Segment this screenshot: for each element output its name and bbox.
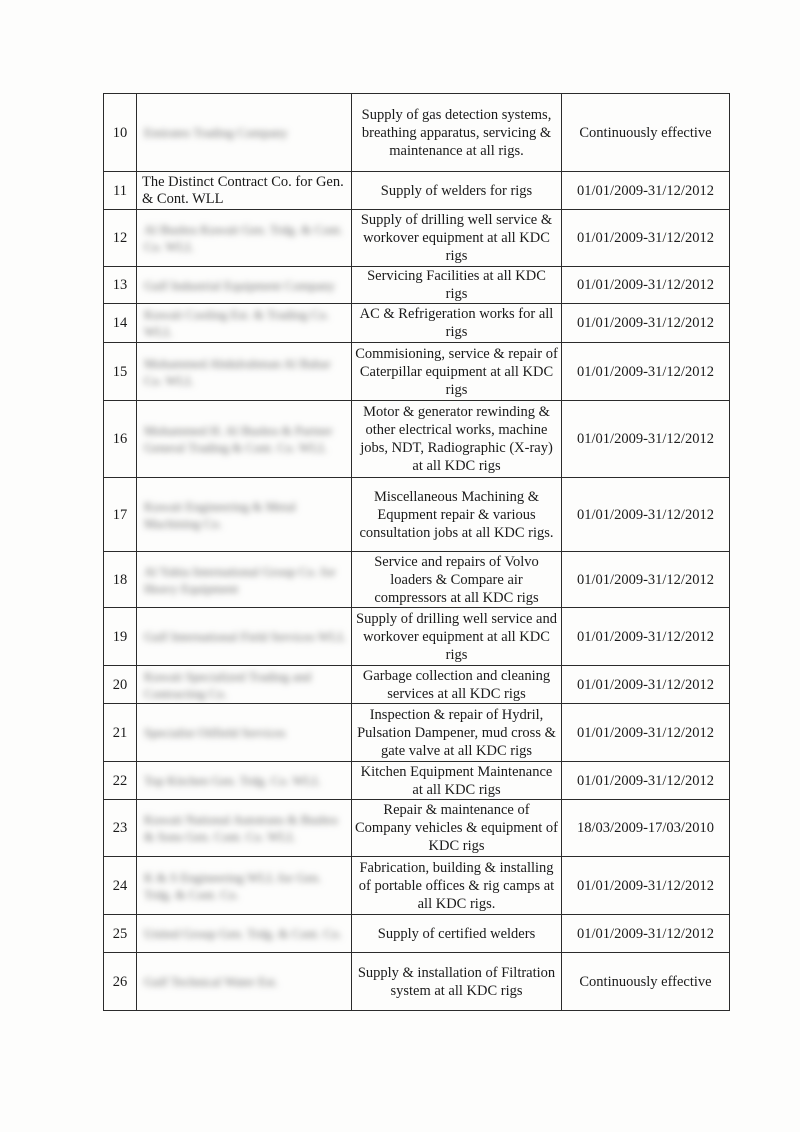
row-number: 19	[104, 608, 137, 666]
company-name-cell	[137, 210, 352, 267]
table-row	[104, 608, 730, 666]
service-description: Supply of certified welders	[352, 915, 562, 953]
table-row	[104, 857, 730, 915]
contract-period: 01/01/2009-31/12/2012	[562, 478, 730, 552]
row-number: 13	[104, 267, 137, 304]
row-number: 12	[104, 210, 137, 267]
company-name-cell	[137, 401, 352, 478]
row-number: 25	[104, 915, 137, 953]
contract-period: 01/01/2009-31/12/2012	[562, 210, 730, 267]
table-row	[104, 172, 730, 210]
service-description: Inspection & repair of Hydril, Pulsation Dampener, mud cross & gate valve at all KDC rigs	[352, 704, 562, 762]
redacted-company-name: K & S Engineering WLL for Gen. Trdg. & Cont. Co.	[144, 869, 322, 902]
redacted-company-name: Gulf Industrial Equipment Company	[144, 277, 336, 293]
row-number: 26	[104, 953, 137, 1011]
table-row	[104, 304, 730, 343]
table-row	[104, 552, 730, 608]
row-number: 14	[104, 304, 137, 343]
table-row	[104, 666, 730, 704]
row-number: 15	[104, 343, 137, 401]
contract-period: 01/01/2009-31/12/2012	[562, 762, 730, 800]
redacted-company-name: Top Kitchen Gen. Trdg. Co. WLL	[144, 773, 321, 788]
redacted-company-name: Gulf Technical Water Est.	[144, 974, 279, 989]
service-description: Supply of welders for rigs	[352, 172, 562, 210]
row-number: 21	[104, 704, 137, 762]
contract-period: 01/01/2009-31/12/2012	[562, 172, 730, 210]
company-name: The Distinct Contract Co. for Gen. & Cont. WLL	[142, 173, 344, 207]
table-row	[104, 267, 730, 304]
redacted-company-name: Kuwait Engineering & Metal Machining Co.	[144, 498, 296, 531]
redacted-company-name: Specialist Oilfield Services	[144, 725, 286, 740]
company-name-cell	[137, 704, 352, 762]
company-name-cell	[137, 666, 352, 704]
redacted-company-name: Emirates Trading Company	[144, 125, 288, 140]
redacted-company-name: Mohammed Abdulrahman Al Bahar Co. WLL	[144, 355, 331, 388]
table-row	[104, 210, 730, 267]
table-row	[104, 762, 730, 800]
service-description: Supply of gas detection systems, breathing apparatus, servicing & maintenance at all rigs.	[352, 94, 562, 172]
redacted-company-name: Mohammed H. Al Bushra & Partner General Trading & Cont. Co. WLL	[144, 423, 333, 455]
row-number: 16	[104, 401, 137, 478]
service-description: Service and repairs of Volvo loaders & Compare air compressors at all KDC rigs	[352, 552, 562, 608]
table-row	[104, 953, 730, 1011]
row-number: 18	[104, 552, 137, 608]
row-number: 24	[104, 857, 137, 915]
redacted-company-name: Kuwait Specialized Trading and Contracting Co.	[144, 668, 312, 701]
contract-period: 18/03/2009-17/03/2010	[562, 800, 730, 857]
service-description: AC & Refrigeration works for all rigs	[352, 304, 562, 343]
service-description: Garbage collection and cleaning services at all KDC rigs	[352, 666, 562, 704]
table-row	[104, 401, 730, 478]
contracts-table	[103, 93, 730, 1011]
service-description: Fabrication, building & installing of portable offices & rig camps at all KDC rigs.	[352, 857, 562, 915]
row-number: 23	[104, 800, 137, 857]
service-description: Supply of drilling well service & workover equipment at all KDC rigs	[352, 210, 562, 267]
company-name-cell	[137, 857, 352, 915]
service-description: Servicing Facilities at all KDC rigs	[352, 267, 562, 304]
service-description: Supply & installation of Filtration system at all KDC rigs	[352, 953, 562, 1011]
table-row	[104, 94, 730, 172]
contract-period: 01/01/2009-31/12/2012	[562, 267, 730, 304]
row-number: 17	[104, 478, 137, 552]
company-name-cell	[137, 608, 352, 666]
contract-period: 01/01/2009-31/12/2012	[562, 552, 730, 608]
company-name-cell	[137, 267, 352, 304]
contract-period: 01/01/2009-31/12/2012	[562, 704, 730, 762]
table-row	[104, 800, 730, 857]
company-name-cell	[137, 915, 352, 953]
redacted-company-name: Kuwait Cooling Est. & Trading Co. WLL	[144, 307, 330, 339]
service-description: Commisioning, service & repair of Caterpillar equipment at all KDC rigs	[352, 343, 562, 401]
table-row	[104, 704, 730, 762]
redacted-company-name: Kuwait National Autotrans & Bushra & Sons Gen. Cont. Co. WLL	[144, 812, 338, 844]
contract-period: Continuously effective	[562, 94, 730, 172]
company-name-cell	[137, 762, 352, 800]
service-description: Motor & generator rewinding & other electrical works, machine jobs, NDT, Radiographic (X-ray) at all KDC rigs	[352, 401, 562, 478]
contract-period: 01/01/2009-31/12/2012	[562, 304, 730, 343]
service-description: Miscellaneous Machining & Equpment repair & various consultation jobs at all KDC rigs.	[352, 478, 562, 552]
redacted-company-name: United Group Gen. Trdg. & Cont. Co.	[144, 926, 342, 941]
redacted-company-name: Gulf International Field Services WLL	[144, 629, 346, 644]
table-row	[104, 915, 730, 953]
contract-period: 01/01/2009-31/12/2012	[562, 666, 730, 704]
service-description: Kitchen Equipment Maintenance at all KDC rigs	[352, 762, 562, 800]
row-number: 11	[104, 172, 137, 210]
contract-period: Continuously effective	[562, 953, 730, 1011]
contract-period: 01/01/2009-31/12/2012	[562, 401, 730, 478]
service-description: Supply of drilling well service and workover equipment at all KDC rigs	[352, 608, 562, 666]
company-name-cell	[137, 343, 352, 401]
row-number: 22	[104, 762, 137, 800]
contract-period: 01/01/2009-31/12/2012	[562, 915, 730, 953]
contract-period: 01/01/2009-31/12/2012	[562, 608, 730, 666]
company-name-cell	[137, 478, 352, 552]
company-name-cell	[137, 552, 352, 608]
company-name-cell	[137, 953, 352, 1011]
company-name-cell	[137, 94, 352, 172]
table-row	[104, 343, 730, 401]
service-description: Repair & maintenance of Company vehicles & equipment of KDC rigs	[352, 800, 562, 857]
row-number: 10	[104, 94, 137, 172]
contract-period: 01/01/2009-31/12/2012	[562, 857, 730, 915]
company-name-cell	[137, 172, 352, 210]
table-row	[104, 478, 730, 552]
contracts-table-body	[104, 94, 730, 1011]
company-name-cell	[137, 800, 352, 857]
redacted-company-name: Al Bushra Kuwait Gen. Trdg. & Cont. Co. WLL	[144, 222, 343, 254]
company-name-cell	[137, 304, 352, 343]
row-number: 20	[104, 666, 137, 704]
contract-period: 01/01/2009-31/12/2012	[562, 343, 730, 401]
redacted-company-name: Al Yahia International Group Co. for Heavy Equipment	[144, 563, 336, 596]
